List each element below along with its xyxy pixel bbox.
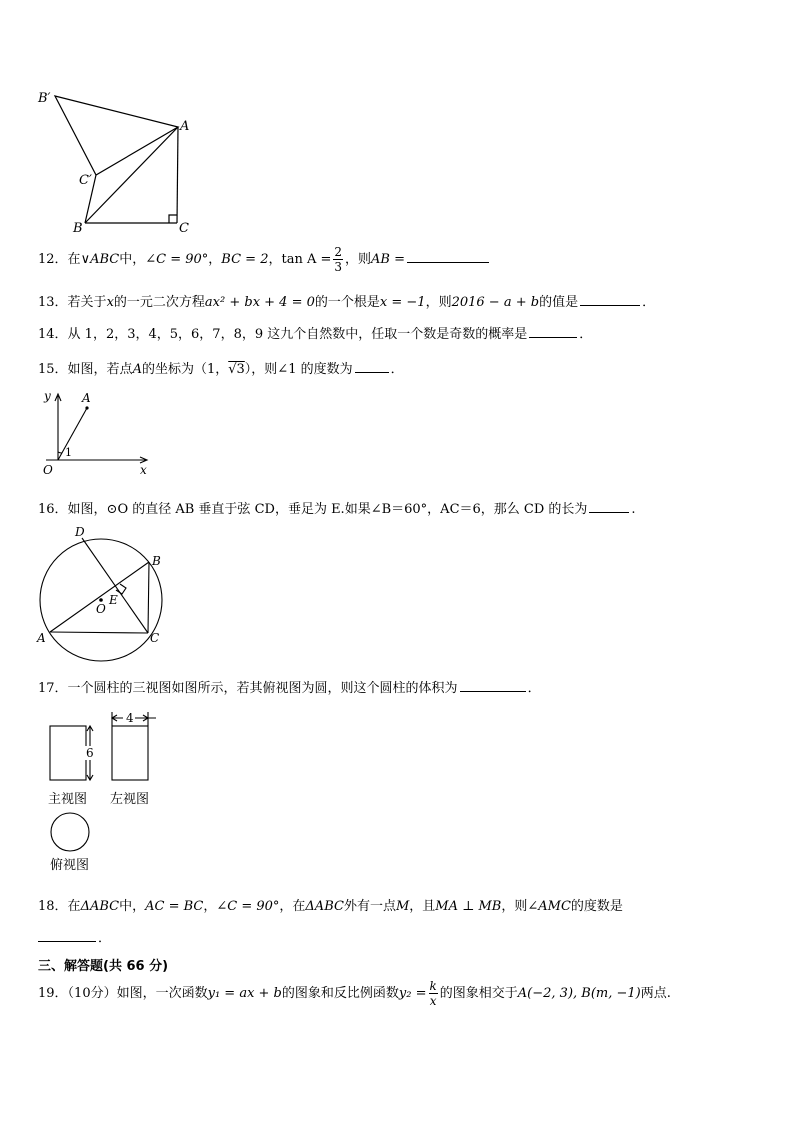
- question-18: [38, 895, 623, 914]
- front-view-rect: [50, 726, 86, 780]
- label-o: O: [43, 463, 53, 477]
- q15-end: ．: [390, 362, 404, 377]
- question-18-answer-line: [38, 927, 111, 946]
- q18-end: ．: [98, 931, 112, 946]
- segment-bc: [148, 562, 149, 633]
- segment-ac: [50, 632, 148, 633]
- label-b-prime: B′: [38, 91, 51, 106]
- q13-end: ．: [642, 295, 656, 310]
- q12-triangle: ∨ABC: [80, 252, 120, 267]
- q19-text-4: 两点.: [640, 986, 671, 1001]
- q16-end: .: [631, 502, 636, 517]
- q13-root: x = −1: [379, 295, 426, 310]
- q15-number: 15．: [38, 362, 68, 377]
- q19-frac-den: x: [429, 994, 437, 1008]
- label-angle-1: 1: [65, 446, 72, 459]
- q16-text: 如图，⊙O 的直径 AB 垂直于弦 CD，垂足为 E.如果∠B＝60°，AC＝6，那么 CD 的长为: [67, 502, 588, 517]
- question-17: [38, 677, 541, 696]
- q18-perpendicular: MA ⊥ MB: [435, 899, 502, 914]
- figure-q11: [30, 88, 200, 238]
- q19-text-2: 的图象和反比例函数: [281, 986, 399, 1001]
- q12-sep-2: ，: [268, 252, 282, 267]
- q13-answer-blank[interactable]: [580, 304, 640, 306]
- question-14: [38, 323, 592, 342]
- q18-number: 18．: [38, 899, 68, 914]
- q13-text-5: 的值是: [539, 295, 579, 310]
- q18-condition-1: AC = BC: [145, 899, 204, 914]
- label-b: B: [152, 554, 161, 568]
- q17-answer-blank[interactable]: [460, 690, 526, 692]
- angle-1-arc: [58, 452, 62, 453]
- q12-condition-side: BC = 2: [221, 252, 269, 267]
- q15-answer-blank[interactable]: [355, 371, 389, 373]
- q18-point-m: M: [395, 899, 410, 914]
- front-view-caption: 主视图: [48, 792, 88, 807]
- figure-q16: [30, 522, 178, 670]
- label-y: y: [44, 389, 51, 403]
- question-12: [38, 246, 491, 273]
- question-16: [38, 498, 636, 517]
- label-a: A: [180, 119, 190, 134]
- top-view-circle: [51, 813, 89, 851]
- q12-text-1: 在: [67, 252, 81, 267]
- q16-number: 16．: [38, 502, 68, 517]
- section-3-title: 三、解答题(共 66 分): [38, 959, 169, 974]
- label-b: B: [73, 221, 83, 236]
- label-c: C: [150, 631, 160, 645]
- q18-text-3: ，在: [279, 899, 306, 914]
- q14-text: 从 1，2，3，4，5，6，7，8，9 这九个自然数中，任取一个数是奇数的概率是: [67, 327, 528, 342]
- segment-ab: [85, 127, 178, 223]
- question-15: [38, 358, 404, 377]
- diameter-ab: [50, 562, 149, 632]
- q19-function-1: y₁ = ax + b: [207, 986, 282, 1001]
- q18-text-7: 的度数是: [570, 899, 623, 914]
- q19-points-ab: A(−2, 3), B(m, −1): [517, 986, 641, 1001]
- q14-answer-blank[interactable]: [529, 336, 577, 338]
- q12-ask: AB =: [371, 252, 406, 267]
- q19-number: 19．: [38, 986, 68, 1001]
- segment-oa: [58, 408, 87, 460]
- q18-sep-1: ，: [203, 899, 217, 914]
- q14-end: ．: [579, 327, 593, 342]
- q19-frac-num: k: [429, 979, 437, 993]
- point-a: [85, 406, 88, 409]
- q17-number: 17．: [38, 681, 68, 696]
- q15-text-2: 的坐标为（1，: [141, 362, 229, 377]
- q15-text-3: ），则∠1 的度数为: [244, 362, 353, 377]
- q16-answer-blank[interactable]: [589, 511, 629, 513]
- q13-text-1: 若关于: [67, 295, 107, 310]
- label-c-prime: C′: [79, 173, 92, 188]
- q19-points: （10分）: [67, 986, 117, 1001]
- right-angle-mark: [169, 215, 177, 223]
- question-19: [38, 980, 671, 1007]
- q15-sqrt: √3: [228, 362, 245, 377]
- triangle-ab-prime-c-prime: [55, 96, 178, 175]
- q12-answer-blank[interactable]: [407, 261, 489, 263]
- q18-text-5: ，且: [409, 899, 436, 914]
- q12-text-3: ，则: [345, 252, 372, 267]
- q12-number: 12．: [38, 252, 68, 267]
- label-a: A: [82, 391, 91, 405]
- q12-fraction: [333, 246, 343, 273]
- label-x: x: [140, 463, 147, 477]
- segment-ca: [177, 127, 178, 223]
- q18-text-6: ，则: [501, 899, 528, 914]
- q18-condition-2: ∠C = 90°: [216, 899, 280, 914]
- q19-fraction: [429, 980, 438, 1007]
- label-e: E: [109, 593, 118, 607]
- width-label: 4: [126, 711, 134, 725]
- q12-frac-den: 3: [334, 260, 343, 274]
- q17-text: 一个圆柱的三视图如图所示，若其俯视图为圆，则这个圆柱的体积为: [67, 681, 458, 696]
- q18-text-4: 外有一点: [343, 899, 396, 914]
- label-o: O: [96, 602, 106, 616]
- label-d: D: [75, 525, 85, 539]
- q18-triangle-2: ΔABC: [305, 899, 344, 914]
- q18-angle: ∠AMC: [527, 899, 571, 914]
- question-13: [38, 291, 655, 310]
- q19-text-3: 的图象相交于: [439, 986, 518, 1001]
- q12-condition-angle: ∠C = 90°: [145, 252, 209, 267]
- q13-number: 13．: [38, 295, 68, 310]
- label-a: A: [37, 631, 46, 645]
- figure-q17: [40, 708, 170, 876]
- q13-equation: ax² + bx + 4 = 0: [204, 295, 315, 310]
- q12-sep-1: ，: [208, 252, 222, 267]
- q13-var: x: [106, 295, 114, 310]
- figure-q15: [34, 388, 159, 480]
- q13-text-2: 的一元二次方程: [113, 295, 205, 310]
- q14-number: 14．: [38, 327, 68, 342]
- q13-expression: 2016 − a + b: [451, 295, 540, 310]
- q19-function-2: y₂ =: [398, 986, 427, 1001]
- top-view-caption: 俯视图: [50, 858, 90, 873]
- label-c: C: [179, 221, 189, 236]
- q12-text-2: 中，: [119, 252, 146, 267]
- q15-point: A: [132, 362, 142, 377]
- q18-text-1: 在: [67, 899, 81, 914]
- q18-answer-blank[interactable]: [38, 940, 96, 942]
- q13-text-4: ，则: [425, 295, 452, 310]
- q18-text-2: 中，: [119, 899, 146, 914]
- q12-frac-num: 2: [334, 245, 343, 259]
- q13-text-3: 的一个根是: [314, 295, 380, 310]
- q15-text-1: 如图，若点: [67, 362, 133, 377]
- q17-end: ．: [527, 681, 541, 696]
- q18-triangle-1: ΔABC: [80, 899, 120, 914]
- height-label: 6: [86, 746, 94, 760]
- left-view-caption: 左视图: [110, 792, 150, 807]
- q12-tan: tan A =: [281, 252, 332, 267]
- left-view-rect: [112, 726, 148, 780]
- q19-text-1: 如图，一次函数: [116, 986, 208, 1001]
